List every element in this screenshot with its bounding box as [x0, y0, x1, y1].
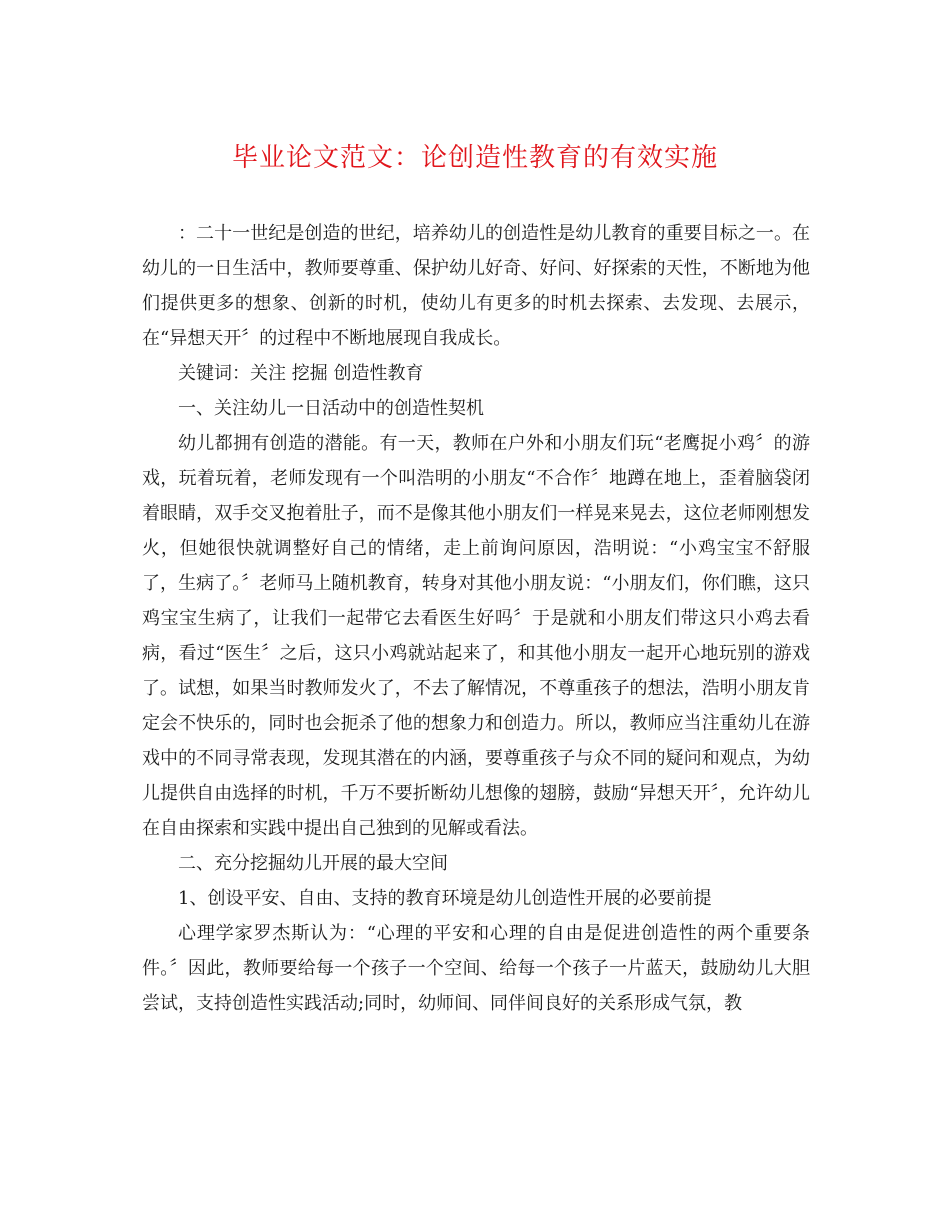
section-heading-1: 一、关注幼儿一日活动中的创造性契机: [178, 398, 484, 419]
body-paragraph: 心理学家罗杰斯认为：“心理的平安和心理的自由是促进创造性的两个重要条件。〞因此，教师要给每一个孩子一个空间、给每一个孩子一片蓝天，鼓励幼儿大胆尝试，支持创造性实践活动;同时，幼师间、同伴间良好的关系形成气氛，教: [142, 923, 810, 1014]
section-heading-2: 二、充分挖掘幼儿开展的最大空间: [178, 853, 448, 874]
body-paragraph: 幼儿都拥有创造的潜能。有一天，教师在户外和小朋友们玩“老鹰捉小鸡〞的游戏，玩着玩着，老师发现有一个叫浩明的小朋友“不合作〞地蹲在地上，歪着脑袋闭着眼睛，双手交叉抱着肚子，而不是像其他小朋友们一样晃来晃去，这位老师刚想发火，但她很快就调整好自己的情绪，走上前询问原因，浩明说：“小鸡宝宝不舒服了，生病了。〞老师马上随机教育，转身对其他小朋友说：“小朋友们，你们瞧，这只鸡宝宝生病了，让我们一起带它去看医生好吗〞于是就和小朋友们带这只小鸡去看病，看过“医生〞之后，这只小鸡就站起来了，和其他小朋友一起开心地玩别的游戏了。试想，如果当时教师发火了，不去了解情况，不尊重孩子的想法，浩明小朋友肯定会不快乐的，同时也会扼杀了他的想象力和创造力。所以，教师应当注重幼儿在游戏中的不同寻常表现，发现其潜在的内涵，要尊重孩子与众不同的疑问和观点，为幼儿提供自由选择的时机，千万不要折断幼儿想像的翅膀，鼓励“异想天开〞，允许幼儿在自由探索和实践中提出自己独到的见解或看法。: [142, 433, 810, 839]
subsection-heading-1: 1、创设平安、自由、支持的教育环境是幼儿创造性开展的必要前提: [178, 888, 712, 909]
page-title: 毕业论文范文：论创造性教育的有效实施: [231, 143, 718, 173]
document-body: [142, 216, 810, 1021]
keywords-line: 关键词：关注 挖掘 创造性教育: [178, 363, 424, 384]
abstract-paragraph: ：二十一世纪是创造的世纪，培养幼儿的创造性是幼儿教育的重要目标之一。在幼儿的一日生活中，教师要尊重、保护幼儿好奇、好问、好探索的天性，不断地为他们提供更多的想象、创新的时机，使幼儿有更多的时机去探索、去发现、去展示，在“异想天开〞的过程中不断地展现自我成长。: [142, 223, 810, 349]
